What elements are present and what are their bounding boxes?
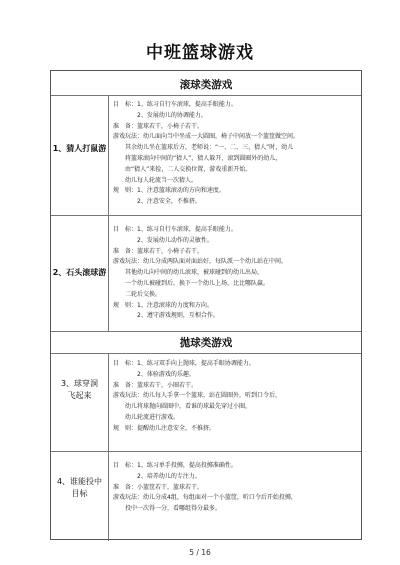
detail-line: 目 标：1、练习单手投掷，提高投掷准确性。 — [113, 462, 237, 469]
detail-line: 由“猜人”来捡，二人交换位置，游戏重新开始。 — [113, 165, 252, 173]
game-details — [113, 225, 357, 322]
detail-line: 准 备：小篮筐若干，篮球若干。 — [113, 483, 204, 491]
detail-line: 2、注意安全，不推挤。 — [113, 198, 201, 206]
detail-line: 目 标：1、练习自行车滚球，提高手眼能力。 — [113, 101, 237, 108]
detail-line: 游戏玩法：幼儿每人手拿一个篮球，站在圆圈外，听到口令后， — [113, 392, 282, 400]
detail-line: 2、培养幼儿的专注力。 — [113, 472, 201, 480]
table-divider — [51, 331, 361, 332]
detail-line: 游戏玩法：幼儿面向当中坐成一大圆圈，椅子中间放一个篮筐做空间。 — [113, 133, 300, 141]
detail-line: 2、遵守游戏规则，互相合作。 — [113, 312, 219, 320]
detail-line: 2、发展幼儿动作的灵敏性。 — [113, 236, 213, 244]
section-header-rolling-games: 滚球类游戏 — [179, 79, 233, 91]
detail-line: 准 备：篮球若干，小椅子若干。 — [113, 122, 204, 130]
column-divider — [108, 95, 109, 331]
detail-line: 2、发展幼儿的协调能力。 — [113, 111, 207, 119]
game-name: 4、谁能投中 目标 — [56, 477, 103, 498]
detail-line: 投中一次得一分，看哪组得分最多。 — [113, 505, 222, 513]
detail-line: 其他幼儿向中间的幼儿滚球，被球碰到的幼儿出局， — [113, 269, 264, 277]
detail-line: 其余幼儿坐在篮球后方，老师说：“一、二、三，猜人”时，幼儿 — [113, 144, 294, 152]
page-number: 5 / 16 — [189, 548, 211, 557]
game-name: 1、猜人打鼠游 — [52, 144, 107, 153]
section-header-throwing-games: 拋球类游戏 — [179, 337, 233, 349]
detail-line: 将篮球滚向中间的“猜人”，猜人躲开，滚到圆圈外的幼儿， — [113, 154, 282, 162]
detail-line: 一个幼儿被碰到后，换下一个幼儿上场，比比哪队赢。 — [113, 279, 270, 287]
game-details — [113, 100, 357, 208]
game-name: 2、石头滚球游 — [52, 268, 107, 277]
detail-line: 二轮后交换。 — [113, 290, 162, 298]
game-name: 3、球穿洞 飞起来 — [60, 379, 99, 400]
table-divider — [51, 95, 361, 96]
detail-line: 幼儿每人轮流当一次猜人。 — [113, 176, 198, 184]
detail-line: 规 则：1、注意篮球滚动的方向和速度。 — [113, 187, 225, 195]
detail-line: 准 备：篮球若干，小椅子若干。 — [113, 247, 204, 255]
detail-line: 规 则：提醒幼儿注意安全，不推挤。 — [113, 424, 216, 432]
table-divider — [51, 451, 361, 452]
game-table — [50, 70, 362, 540]
detail-line: 准 备：篮球若干，小圈若干。 — [113, 381, 198, 389]
detail-line: 游戏玩法：幼儿分成4组，每组面对一个小篮筐，听口令后开始投掷， — [113, 494, 297, 502]
detail-line: 幼儿轮流进行游戏。 — [113, 413, 180, 421]
table-divider — [51, 353, 361, 354]
game-details — [113, 461, 357, 515]
detail-line: 幼儿将球抛向圆圈中，看谁的球最先穿过小圈， — [113, 403, 252, 411]
column-divider — [108, 353, 109, 541]
document-title: 中班篮球游戏 — [146, 43, 254, 63]
detail-line: 目 标：1、练习双手向上抛球，提高手眼协调能力。 — [113, 360, 255, 367]
game-details — [113, 359, 357, 435]
detail-line: 规 则：1、注意滚球的力度和方向。 — [113, 301, 213, 309]
detail-line: 目 标：1、练习自行车滚球，提高手眼能力。 — [113, 226, 237, 233]
detail-line: 游戏玩法：幼儿分成两队面对面站好，每队派一个幼儿站在中间， — [113, 258, 288, 266]
table-divider — [51, 215, 361, 216]
detail-line: 2、体验游戏的乐趣。 — [113, 370, 195, 378]
